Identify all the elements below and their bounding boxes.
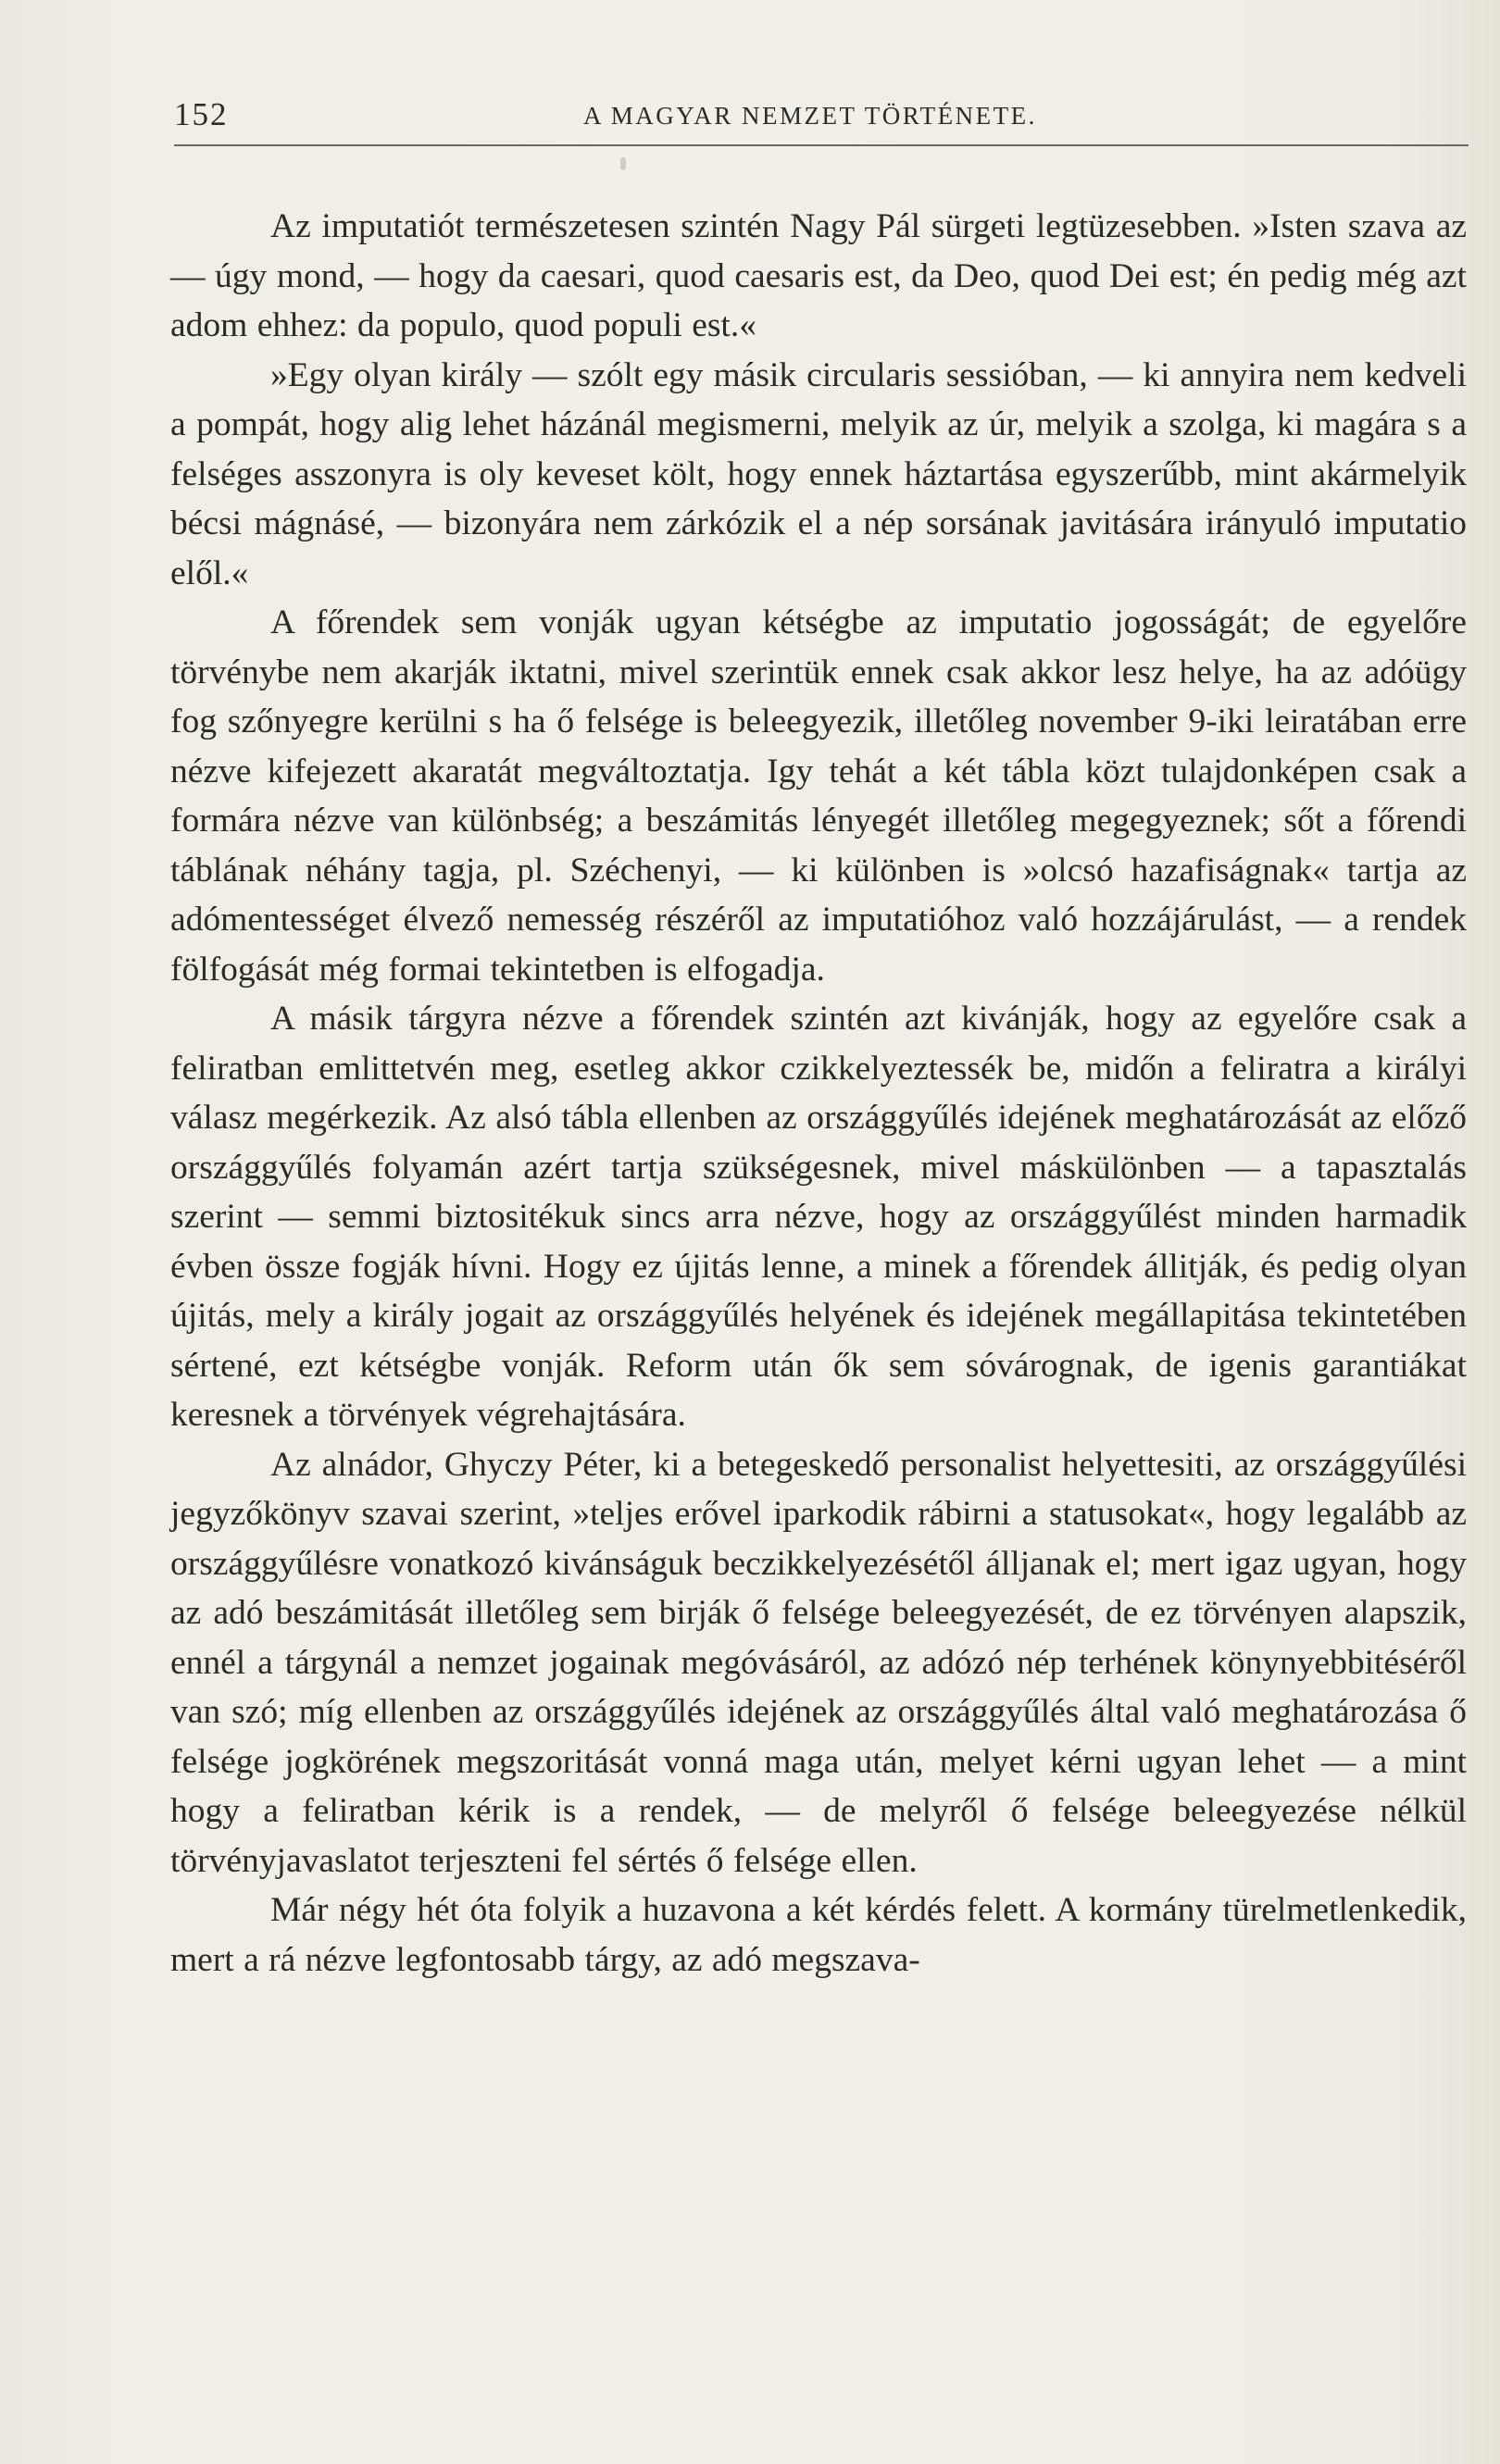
body-text <box>170 202 1467 1985</box>
paragraph: A főrendek sem vonják ugyan kétségbe az imputatio jogosságát; de egyelőre törvénybe nem akarják iktatni, mivel szerintük ennek csak akkor lesz helye, ha az adóügy fog szőnyegre kerülni s ha ő felsége is beleegyezik, illetőleg november 9-iki leiratában erre nézve kifejezett akaratát megváltoztatja. Igy tehát a két tábla közt tulajdonképen csak a formára nézve van különbség; a beszámitás lényegét illetőleg megegyeznek; sőt a főrendi táblának néhány tagja, pl. Széchenyi, — ki különben is »olcsó hazafiságnak« tartja az adómentességet élvező nemesség részéről az imputatióhoz való hozzájárulást, — a rendek fölfogását még formai tekintetben is elfogadja. <box>170 604 1467 989</box>
paragraph: »Egy olyan király — szólt egy másik circularis sessióban, — ki annyira nem kedveli a pompát, hogy alig lehet házánál megismerni, melyik az úr, melyik a szolga, ki magára s a felséges asszonyra is oly keveset költ, hogy ennek háztartása egyszerűbb, mint akármelyik bécsi mágnásé, — bizonyára nem zárkózik el a nép sorsának javitására irányuló imputatio elől.« <box>170 355 1467 592</box>
print-speck <box>620 157 626 170</box>
paragraph: Már négy hét óta folyik a huzavona a két kérdés felett. A kormány türelmetlenkedik, mert a rá nézve legfontosabb tárgy, az adó megszava- <box>170 1891 1467 1979</box>
paragraph: A másik tárgyra nézve a főrendek szintén azt kivánják, hogy az egyelőre csak a feliratban emlittetvén meg, esetleg akkor czikkelyeztessék be, midőn a feliratra a királyi válasz megérkezik. Az alsó tábla ellenben az országgyűlés idejének meghatározását az előző országgyűlés folyamán azért tartja szükségesnek, mivel máskülönben — a tapasztalás szerint — semmi biztositékuk sincs arra nézve, hogy az országgyűlést minden harmadik évben össze fogják hívni. Hogy ez újitás lenne, a minek a főrendek állitják, és pedig olyan újitás, mely a király jogait az országgyűlés helyének és idejének megállapitása tekintetében sértené, ezt kétségbe vonják. Reform után ők sem sóvárognak, de igenis garantiákat keresnek a törvények végrehajtására. <box>170 1000 1467 1434</box>
page-header <box>174 89 1469 146</box>
page-number: 152 <box>174 96 229 132</box>
running-title: A MAGYAR NEMZET TÖRTÉNETE. <box>583 102 1037 130</box>
paragraph: Az alnádor, Ghyczy Péter, ki a betegeskedő personalist helyettesiti, az országgyűlési jegyzőkönyv szavai szerint, »teljes erővel iparkodik rábirni a statusokat«, hogy legalább az országgyűlésre vonatkozó kivánságuk beczikkelyezésétől álljanak el; mert igaz ugyan, hogy az adó beszámitását illetőleg sem birják ő felsége beleegyezését, de ez törvényen alapszik, ennél a tárgynál a nemzet jogainak megóvásáról, az adózó nép terhének könynyebbitéséről van szó; míg ellenben az országgyűlés idejének az országgyűlés által való meghatározása ő felsége jogkörének megszoritását vonná maga után, melyet kérni ugyan lehet — a mint hogy a feliratban kérik is a rendek, — de melyről ő felsége beleegyezése nélkül törvényjavaslatot terjeszteni fel sértés ő felsége ellen. <box>170 1445 1467 1880</box>
paragraph: Az imputatiót természetesen szintén Nagy Pál sürgeti legtüzesebben. »Isten szava az — úgy mond, — hogy da caesari, quod caesaris est, da Deo, quod Dei est; én pedig még azt adom ehhez: da populo, quod populi est.« <box>170 207 1467 344</box>
